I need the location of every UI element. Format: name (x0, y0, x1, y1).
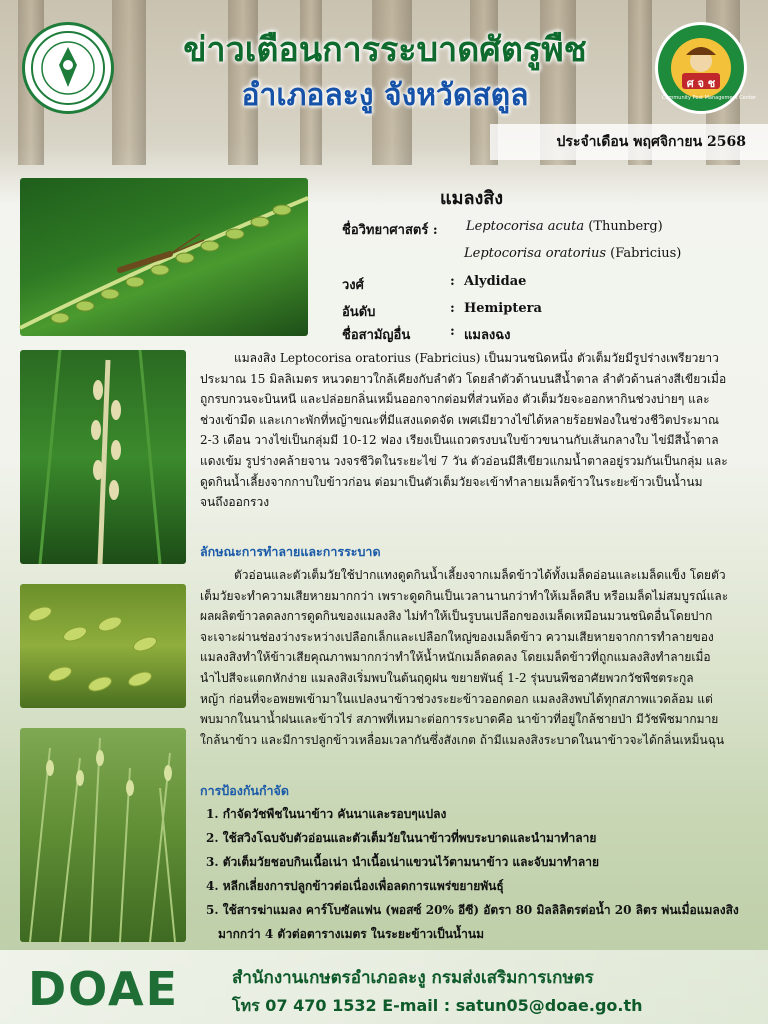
damage-line: จะเจาะผ่านช่องว่างระหว่างเปลือกเล็กและเปลือกใหญ่ของเมล็ดข้าว ความเสียหายจากการทำลายของ (200, 629, 714, 644)
common-label: ชื่อสามัญอื่น (342, 328, 411, 343)
prevention-item: 4. หลีกเลี่ยงการปลูกข้าวต่อเนื่องเพื่อลดการแพร่ขยายพันธุ์ (206, 879, 504, 893)
scientific-author-2: (Fabricius) (610, 246, 682, 261)
description-line: แดงเข้ม รูปร่างคล้ายจาน วงจรชีวิตในระยะไข่ 7 วัน ตัวอ่อนมีสีเขียวแกมน้ำตาลอยู่รวมกันเป็นกลุ่ม และ (200, 453, 728, 468)
damage-line: ตัวอ่อนและตัวเต็มวัยใช้ปากแทงดูดกินน้ำเลี้ยงจากเมล็ดข้าวได้ทั้งเมล็ดอ่อนและเมล็ดแข็ง โดยตัว (234, 568, 726, 582)
doae-seal-logo (22, 22, 114, 114)
description-paragraph (200, 348, 752, 513)
pest-name: แมลงสิง (440, 188, 504, 209)
photo-rice-field (20, 728, 186, 942)
office-name: สำนักงานเกษตรอำเภอละงู กรมส่งเสริมการเกษตร (232, 968, 594, 988)
damage-line: แมลงสิงทำให้ข้าวเสียคุณภาพมากกว่าทำให้น้ำหนักเมล็ดลดลง โดยเมล็ดข้าวที่ถูกแมลงสิงทำลายเมื่อ (200, 650, 711, 665)
issue-date: ประจำเดือน พฤศจิกายน 2568 (490, 124, 768, 160)
description-line: แมลงสิง Leptocorisa oratorius (Fabricius) เป็นมวนชนิดหนึ่ง ตัวเต็มวัยมีรูปร่างเพรียวยาว (234, 351, 719, 365)
scientific-label: ชื่อวิทยาศาสตร์ : (342, 223, 438, 238)
family-colon: : (450, 274, 455, 289)
logo-right-text: ศ จ ช (686, 77, 716, 90)
order-label: อันดับ (342, 305, 376, 320)
scientific-name-2: Leptocorisa oratorius (464, 246, 606, 261)
description-line: ช่วงเข้ามืด และเกาะพักที่หญ้าขณะที่มีแสงแดดจัด เพศเมียวางไข่ได้หลายร้อยฟองในช่วงชีวิตประมาณ (200, 412, 719, 427)
damage-line: นำไปสีจะแตกหักง่าย แมลงสิงเริ่มพบในต้นฤดูฝน ขยายพันธุ์ 1-2 รุ่นบนพืชอาศัยพวกวัชพืชตระกูล (200, 670, 694, 685)
order-colon: : (450, 301, 455, 316)
damage-line: พบมากในนาน้ำฝนและข้าวไร่ สภาพที่เหมาะต่อการระบาดคือ นาข้าวที่อยู่ใกล้ชายป่า มีวัชพืชมากมาย (200, 712, 719, 727)
common-colon: : (450, 324, 455, 339)
logo-right-caption: Community Pest Management Center (662, 95, 756, 101)
common-value: แมลงฉง (464, 328, 511, 343)
scientific-name-1: Leptocorisa acuta (466, 219, 585, 234)
description-line: 2-3 เดือน วางไข่เป็นกลุ่มมี 10-12 ฟอง เรียงเป็นแถวตรงบนใบข้าวขนานกับเส้นกลางใบ ไข่มีสีน้ำตาล (200, 433, 719, 448)
photo-rice-bug-on-panicle (20, 178, 308, 336)
community-pest-center-logo (655, 22, 756, 114)
title-line-1: ข่าวเตือนการระบาดศัตรูพืช (183, 30, 587, 70)
description-line: ดูดกินน้ำเลี้ยงจากกาบใบข้าวก่อน ต่อมาเป็นตัวเต็มวัยจะเข้าทำลายเมล็ดข้าวในระยะข้าวเป็นน้ำนม (200, 474, 703, 489)
prevention-item: 5. ใช้สารฆ่าแมลง คาร์โบซัลแฟน (พอสซ์ 20% อีซี) อัตรา 80 มิลลิลิตรต่อน้ำ 20 ลิตร พ่นเมื่อแมลงสิง (206, 903, 739, 917)
photo-rice-grains-closeup (20, 584, 186, 708)
doae-brand: DOAE (28, 962, 180, 1016)
photo-damaged-panicle (20, 350, 186, 564)
description-line: ประมาณ 15 มิลลิเมตร หนวดยาวใกล้เคียงกับลำตัว โดยลำตัวด้านบนสีน้ำตาล ลำตัวด้านล่างสีเขียวเมื่อ (200, 371, 727, 386)
description-line: ถูกรบกวนจะบินหนี และปล่อยกลิ่นเหม็นออกจากต่อมที่ส่วนท้อง ตัวเต็มวัยจะออกหากินช่วงบ่ายๆ และ (200, 392, 710, 407)
damage-paragraph (200, 565, 752, 750)
damage-line: เต็มวัยจะทำความเสียหายมากกว่า เพราะดูดกินเป็นเวลานานกว่าทำให้เมล็ดลีบ หรือเมล็ดไม่สมบูรณ์และ (200, 588, 729, 603)
damage-line: หญ้า ก่อนที่จะอพยพเข้ามาในแปลงนาข้าวช่วงระยะข้าวออกดอก แมลงสิงพบได้ทุกสภาพแวดล้อม แต่ (200, 691, 713, 706)
contact-info: โทร 07 470 1532 E-mail : satun05@doae.go.th (232, 996, 643, 1015)
damage-heading: ลักษณะการทำลายและการระบาด (200, 544, 381, 559)
prevention-item: 3. ตัวเต็มวัยชอบกินเนื้อเน่า นำเนื้อเน่าแขวนไว้ตามนาข้าว และจับมาทำลาย (206, 855, 599, 869)
prevention-item: 1. กำจัดวัชพืชในนาข้าว คันนาและรอบๆแปลง (206, 807, 447, 821)
family-value: Alydidae (464, 274, 527, 289)
prevention-item: มากกว่า 4 ตัวต่อตารางเมตร ในระยะข้าวเป็นน้ำนม (218, 927, 484, 941)
description-line: จนถึงออกรวง (200, 495, 270, 510)
family-label: วงศ์ (342, 278, 364, 293)
damage-line: ใกล้นาข้าว และมีการปลูกข้าวเหลื่อมเวลากันซึ่งสังเกต ถ้ามีแมลงสิงระบาดในนาข้าวจะได้กลิ่นเหม็นฉุน (200, 732, 725, 747)
order-value: Hemiptera (464, 301, 542, 316)
prevention-heading: การป้องกันกำจัด (200, 783, 289, 798)
damage-line: ผลผลิตข้าวลดลงการดูดกินของแมลงสิง ไม่ทำให้เป็นรูบนเปลือกของเมล็ดเหมือนมวนชนิดอื่นโดยปาก (200, 609, 713, 624)
title-line-2: อำเภอละงู จังหวัดสตูล (241, 78, 529, 113)
prevention-item: 2. ใช้สวิงโฉบจับตัวอ่อนและตัวเต็มวัยในนาข้าวที่พบระบาดและนำมาทำลาย (206, 831, 597, 845)
scientific-author-1: (Thunberg) (588, 219, 663, 234)
